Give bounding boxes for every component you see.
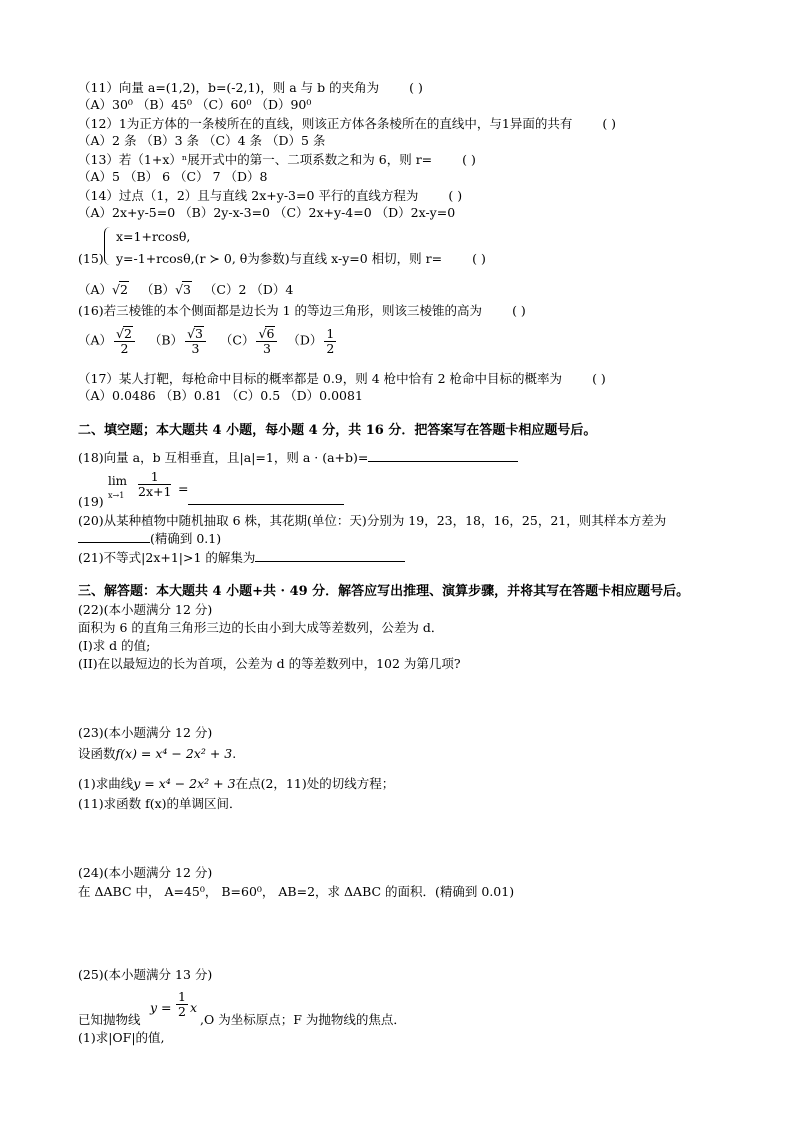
q11-stem: （11）向量 a=(1,2)，b=(-2,1)，则 a 与 b 的夹角为 ( ) bbox=[78, 80, 423, 95]
q22-part1: (I)求 d 的值; bbox=[78, 638, 151, 653]
section3-heading: 三、解答题：本大题共 4 小题+共 · 49 分．解答应写出推理、演算步骤，并将其写在答题卡相应题号后。 bbox=[78, 584, 690, 599]
q22-part2: (II)在以最短边的长为首项，公差为 d 的等差数列中，102 为第几项? bbox=[78, 656, 461, 671]
q25-part1: (1)求|OF|的值, bbox=[78, 1030, 165, 1045]
q15-stem bbox=[116, 251, 486, 266]
equation-brace bbox=[104, 227, 113, 265]
q16-stem: (16)若三棱锥的本个侧面都是边长为 1 的等边三角形，则该三棱锥的高为 ( ) bbox=[78, 303, 526, 318]
section2-heading: 二、填空题；本大题共 4 小题，每小题 4 分，共 16 分．把答案写在答题卡相应题号后。 bbox=[78, 423, 597, 438]
q15-system-line1: x=1+rcosθ, bbox=[116, 229, 191, 244]
q23-lead: 设函数f(x) = x⁴ − 2x² + 3. bbox=[78, 746, 237, 761]
q23-head: (23)(本小题满分 12 分) bbox=[78, 725, 213, 740]
q24-head: (24)(本小题满分 12 分) bbox=[78, 865, 213, 880]
q15-options: （A）√2 （B）√3 （C）2 （D）4 bbox=[78, 282, 294, 297]
q22-head: (22)(本小题满分 12 分) bbox=[78, 602, 213, 617]
q15-paren: ( ) bbox=[472, 251, 486, 266]
q17-options: （A）0.0486 （B）0.81 （C）0.5 （D）0.0081 bbox=[78, 388, 363, 403]
q23-part1: (1)求曲线y = x⁴ − 2x² + 3在点(2，11)处的切线方程； bbox=[78, 776, 395, 791]
q20-line2: (精确到 0.1) bbox=[78, 530, 221, 546]
q14-options: （A）2x+y-5=0 （B）2y-x-3=0 （C）2x+y-4=0 （D）2x-y=0 bbox=[78, 205, 456, 220]
q14-stem: （14）过点（1，2）且与直线 2x+y-3=0 平行的直线方程为 ( ) bbox=[78, 188, 463, 203]
q13-stem: （13）若（1+x）ⁿ展开式中的第一、二项系数之和为 6，则 r= ( ) bbox=[78, 152, 476, 167]
q22-body: 面积为 6 的直角三角形三边的长由小到大成等差数列，公差为 d． bbox=[78, 620, 444, 635]
q18: (18)向量 a，b 互相垂直，且|a|=1，则 a · (a+b)= bbox=[78, 449, 518, 465]
q23-function: f(x) = x⁴ − 2x² + 3 bbox=[115, 746, 233, 761]
q15-system-line2: y=-1+rcosθ, bbox=[116, 251, 195, 266]
q23-part2: (11)求函数 f(x)的单调区间． bbox=[78, 796, 242, 811]
q13-options: （A）5 （B） 6 （C） 7 （D）8 bbox=[78, 169, 268, 184]
q15-condition: (r ≻ 0, θ为参数)与直线 x-y=0 相切，则 r= bbox=[194, 251, 443, 266]
q21: (21)不等式|2x+1|>1 的解集为 bbox=[78, 549, 405, 565]
q16-options: （A） $\frac{√2}{2}$ （B） $\frac{√3}{3}$ （C） $\frac{√6}{3}$ （D） $\frac{1}{2}$ bbox=[78, 325, 335, 356]
q17-stem: （17）某人打靶，每枪命中目标的概率都是 0.9，则 4 枪中恰有 2 枪命中目标的概率为 ( ) bbox=[78, 371, 606, 386]
q15-num: (15) bbox=[78, 251, 104, 266]
q11-options: （A）30⁰ （B）45⁰ （C）60⁰ （D）90⁰ bbox=[78, 97, 312, 112]
q12-stem: （12）1为正方体的一条棱所在的直线，则该正方体各条棱所在的直线中，与1异面的共有 ( ) bbox=[78, 116, 617, 131]
q12-options: （A）2 条 （B）3 条 （C）4 条 （D）5 条 bbox=[78, 133, 326, 148]
q25-head: (25)(本小题满分 13 分) bbox=[78, 967, 213, 982]
q24-body: 在 ΔABC 中， A=45⁰， B=60⁰， AB=2，求 ΔABC 的面积．(精确到 0.01) bbox=[78, 884, 515, 899]
q20-line1: (20)从某种植物中随机抽取 6 株，其花期(单位：天)分别为 19，23，18，16，25，21，则其样本方差为 bbox=[78, 513, 667, 528]
